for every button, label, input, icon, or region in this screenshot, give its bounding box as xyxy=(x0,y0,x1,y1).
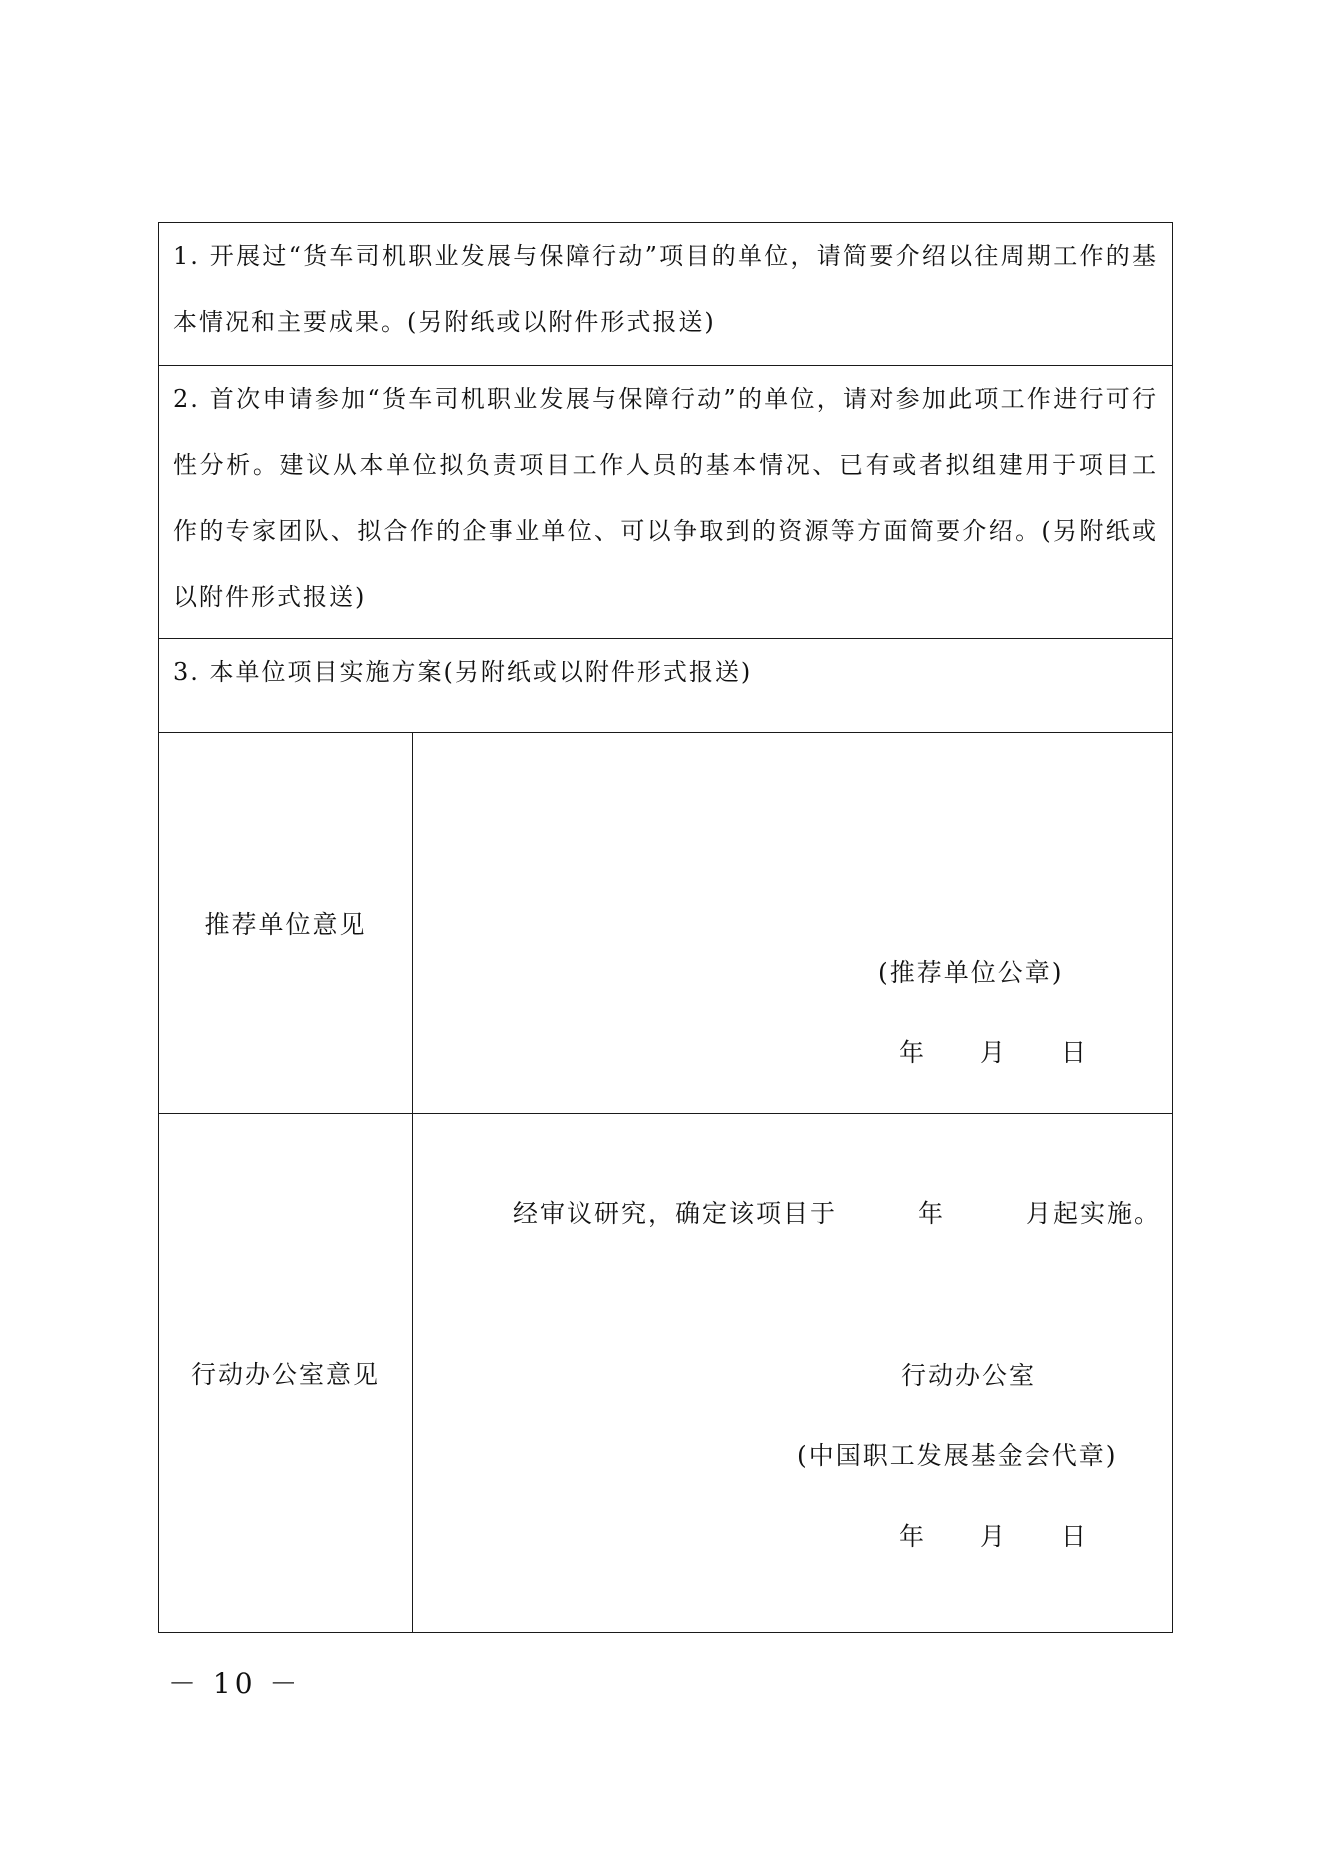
section-3-text: 3. 本单位项目实施方案(另附纸或以附件形式报送) xyxy=(173,658,753,686)
office-signer: 行动办公室 xyxy=(901,1361,1037,1390)
section-row-2 xyxy=(159,366,1173,639)
recommend-seal-text: (推荐单位公章) xyxy=(878,958,1064,987)
office-opinion-row xyxy=(159,1114,1173,1633)
section-2-text: 2. 首次申请参加“货车司机职业发展与保障行动”的单位，请对参加此项工作进行可行性分析。建议从本单位拟负责项目工作人员的基本情况、已有或者拟组建用于项目工作的专家团队、拟合作的企事业单位、可以争取到的资源等方面简要介绍。(另附纸或以附件形式报送) xyxy=(173,385,1159,611)
office-date: 年 月 日 xyxy=(899,1522,1089,1551)
application-form-table xyxy=(158,222,1173,1633)
office-opinion-field[interactable] xyxy=(413,1114,1173,1633)
office-statement: 经审议研究，确定该项目于 年 月起实施。 xyxy=(513,1199,1162,1228)
office-opinion-label: 行动办公室意见 xyxy=(159,1114,413,1633)
section-row-1 xyxy=(159,223,1173,366)
page-number: － 10 － xyxy=(168,1667,302,1700)
recommend-opinion-label: 推荐单位意见 xyxy=(159,733,413,1114)
section-1-text: 1. 开展过“货车司机职业发展与保障行动”项目的单位，请简要介绍以往周期工作的基本情况和主要成果。(另附纸或以附件形式报送) xyxy=(173,242,1159,336)
recommend-date: 年 月 日 xyxy=(899,1038,1089,1067)
recommend-opinion-row xyxy=(159,733,1173,1114)
office-seal-text: (中国职工发展基金会代章) xyxy=(797,1441,1118,1470)
recommend-opinion-field[interactable] xyxy=(413,733,1173,1114)
section-row-3 xyxy=(159,639,1173,733)
